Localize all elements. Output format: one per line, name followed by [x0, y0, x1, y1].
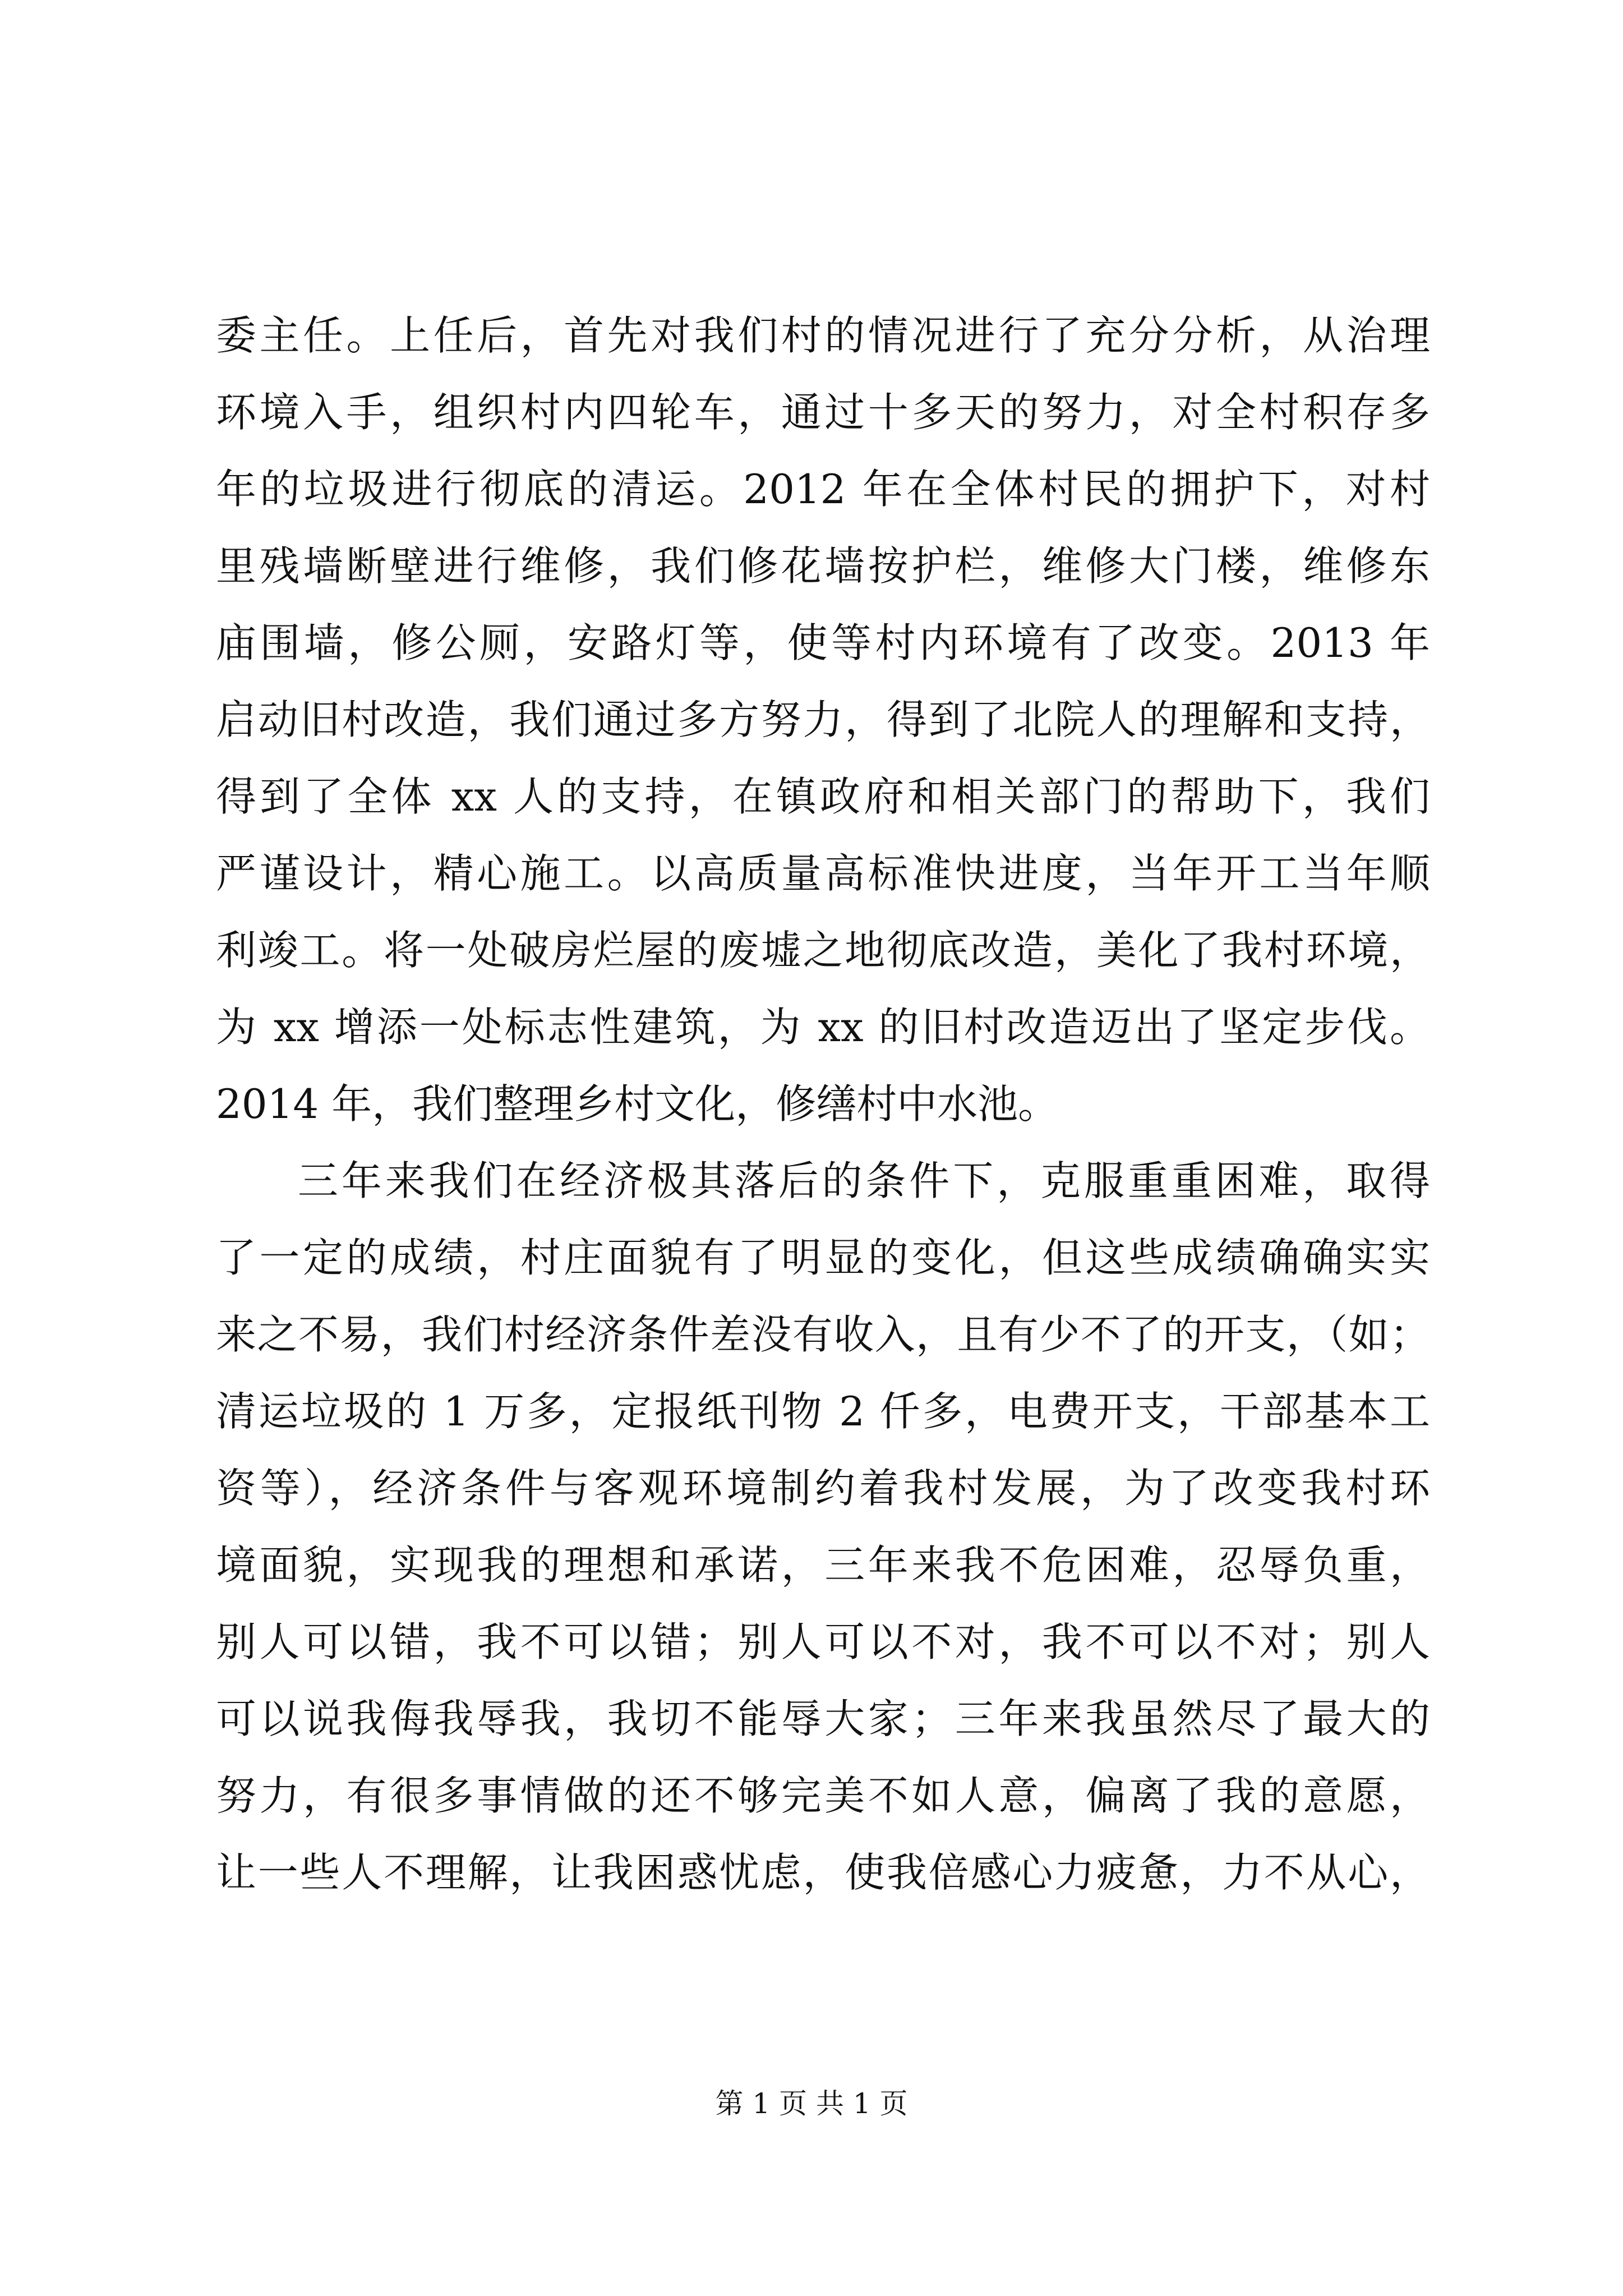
text-line: 里残墙断壁进行维修，我们修花墙按护栏，维修大门楼，维修东 [216, 542, 1430, 590]
text-line: 别人可以错，我不可以错；别人可以不对，我不可以不对；别人 [216, 1618, 1430, 1665]
text-line: 得到了全体 xx 人的支持，在镇政府和相关部门的帮助下，我们 [216, 773, 1430, 820]
text-line: 境面貌，实现我的理想和承诺，三年来我不危困难，忍辱负重， [216, 1542, 1430, 1589]
text-line: 可以说我侮我辱我，我切不能辱大家；三年来我虽然尽了最大的 [216, 1695, 1430, 1742]
paragraph-first-line: 三年来我们在经济极其落后的条件下，克服重重困难，取得 [298, 1157, 1430, 1204]
text-line: 2014 年，我们整理乡村文化，修缮村中水池。 [216, 1080, 1059, 1128]
text-line: 为 xx 增添一处标志性建筑，为 xx 的旧村改造迈出了坚定步伐。 [216, 1004, 1430, 1051]
text-line: 启动旧村改造，我们通过多方努力，得到了北院人的理解和支持， [216, 696, 1430, 743]
text-line: 严谨设计，精心施工。以高质量高标准快进度，当年开工当年顺 [216, 850, 1430, 897]
text-line: 资等），经济条件与客观环境制约着我村发展，为了改变我村环 [216, 1465, 1430, 1512]
text-line: 来之不易，我们村经济条件差没有收入，且有少不了的开支，（如； [216, 1311, 1430, 1358]
text-line: 清运垃圾的 1 万多，定报纸刊物 2 仟多，电费开支，干部基本工 [216, 1388, 1430, 1435]
text-line: 让一些人不理解，让我困惑忧虑，使我倍感心力疲惫，力不从心， [216, 1849, 1430, 1896]
text-line: 努力，有很多事情做的还不够完美不如人意，偏离了我的意愿， [216, 1772, 1430, 1819]
text-line: 利竣工。将一处破房烂屋的废墟之地彻底改造，美化了我村环境， [216, 927, 1430, 974]
text-line: 了一定的成绩，村庄面貌有了明显的变化，但这些成绩确确实实 [216, 1234, 1430, 1281]
text-line: 委主任。上任后，首先对我们村的情况进行了充分分析，从治理 [216, 312, 1430, 359]
page-number-footer: 第 1 页 共 1 页 [715, 2087, 908, 2120]
text-line: 年的垃圾进行彻底的清运。2012 年在全体村民的拥护下，对村 [216, 466, 1430, 513]
text-line: 庙围墙，修公厕，安路灯等，使等村内环境有了改变。2013 年 [216, 619, 1430, 666]
text-line: 环境入手，组织村内四轮车，通过十多天的努力，对全村积存多 [216, 389, 1430, 436]
document-body [216, 297, 1430, 1911]
